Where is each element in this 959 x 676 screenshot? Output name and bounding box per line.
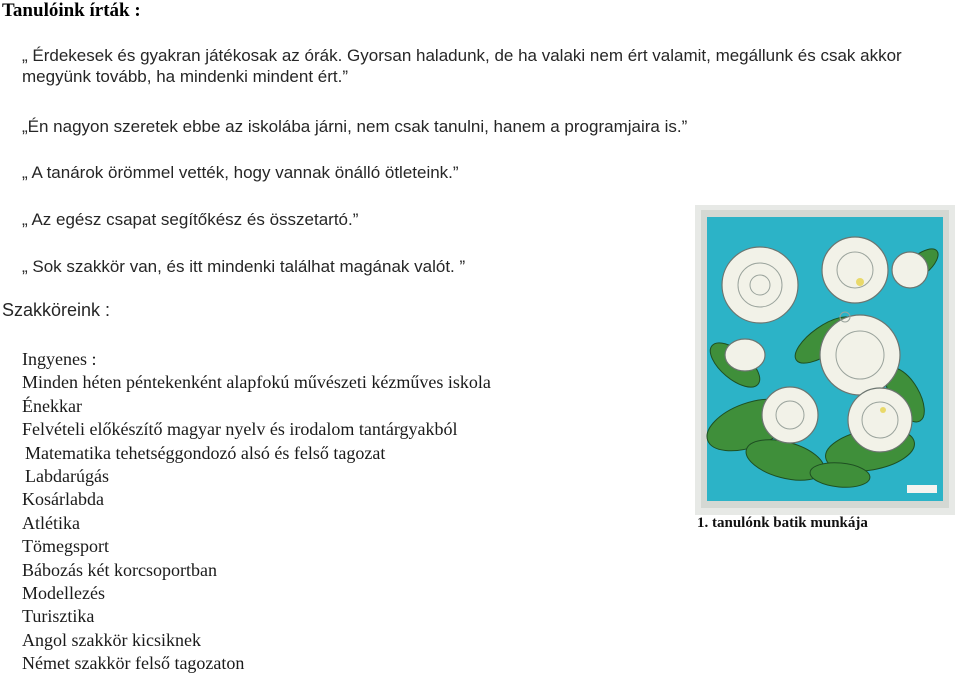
students-heading: Tanulóink írták :	[2, 0, 141, 21]
artwork-caption: 1. tanulónk batik munkája	[697, 515, 868, 531]
student-quote-3: „ A tanárok örömmel vették, hogy vannak önálló ötleteink.”	[22, 163, 459, 182]
club-item: Atlétika	[22, 512, 80, 533]
club-item: Kosárlabda	[22, 489, 104, 510]
club-item: Minden héten péntekenként alapfokú művészeti kézműves iskola	[22, 372, 491, 393]
club-item: Matematika tehetséggondozó alsó és felső tagozat	[25, 442, 386, 463]
club-item: Labdarúgás	[25, 466, 109, 487]
club-item: Német szakkör felső tagozaton	[22, 653, 245, 674]
club-item: Bábozás két korcsoportban	[22, 559, 217, 580]
club-item: Ingyenes :	[22, 349, 97, 369]
clubs-list	[22, 348, 491, 676]
club-item: Felvételi előkészítő magyar nyelv és irodalom tantárgyakból	[22, 419, 458, 440]
clubs-heading: Szakköreink :	[2, 300, 111, 320]
student-quote-4: „ Az egész csapat segítőkész és összetartó.”	[22, 210, 359, 229]
club-item: Turisztika	[22, 606, 95, 627]
club-item: Énekkar	[22, 395, 82, 416]
club-item: Modellezés	[22, 583, 105, 604]
student-quote-2: „Én nagyon szeretek ebbe az iskolába járni, nem csak tanulni, hanem a programjaira is.”	[22, 117, 688, 136]
student-quote-1: „ Érdekesek és gyakran játékosak az órák. Gyorsan haladunk, de ha valaki nem ért valamit, megállunk és csak akkor megyünk tovább, ha mindenki mindent ért.”	[22, 46, 902, 86]
club-item: Angol szakkör kicsiknek	[22, 629, 201, 650]
student-quote-5: „ Sok szakkör van, és itt mindenki találhat magának valót. ”	[22, 257, 466, 276]
club-item: Tömegsport	[22, 536, 109, 557]
label-tag	[907, 485, 937, 493]
batik-flowers-image	[695, 205, 955, 515]
